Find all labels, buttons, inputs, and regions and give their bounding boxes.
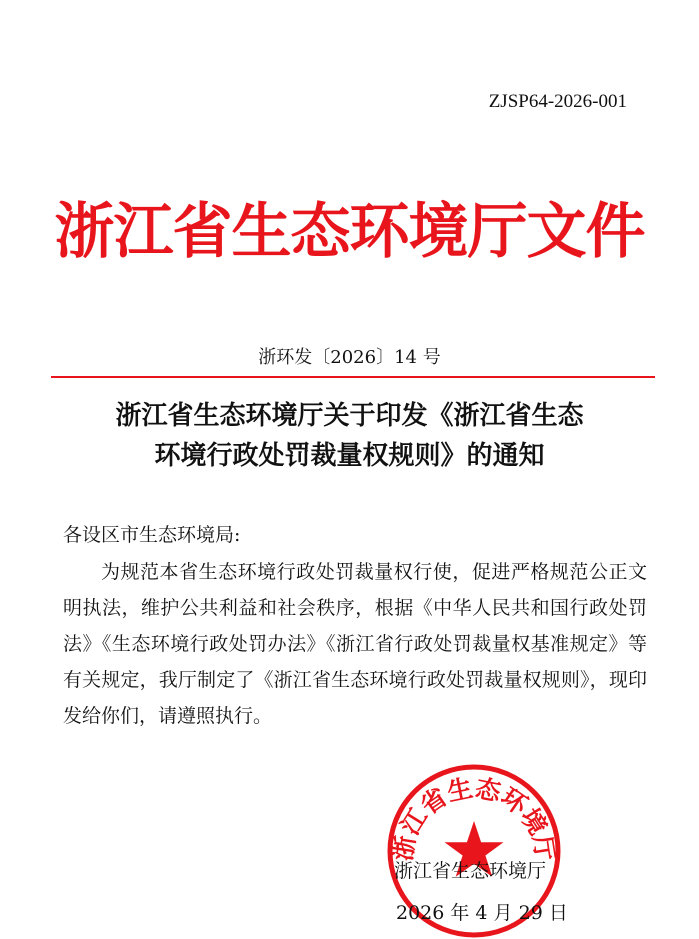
document-title [40, 396, 659, 476]
salutation: 各设区市生态环境局: [63, 524, 241, 546]
body-paragraph: 为规范本省生态环境行政处罚裁量权行使，促进严格规范公正文明执法，维护公共利益和社会秩序，根据《中华人民共和国行政处罚法》《生态环境行政处罚办法》《浙江省行政处罚裁量权基准规定》等有关规定，我厅制定了《浙江省生态环境行政处罚裁量权规则》，现印发给你们，请遵照执行。 [63, 561, 647, 727]
org-header: 浙江省生态环境厅文件 [54, 197, 645, 267]
red-divider [51, 376, 655, 378]
document-code: ZJSP64-2026-001 [488, 91, 627, 112]
issue-date: 2026 年 4 月 29 日 [396, 902, 568, 924]
document-number: 浙环发〔2026〕14 号 [258, 347, 441, 368]
signature: 浙江省生态环境厅 [394, 860, 547, 882]
seal-text: 浙江省生态环境厅 [388, 773, 560, 863]
title-line-2: 环境行政处罚裁量权规则》的通知 [154, 441, 545, 471]
title-line-1: 浙江省生态环境厅关于印发《浙江省生态 [115, 401, 584, 431]
